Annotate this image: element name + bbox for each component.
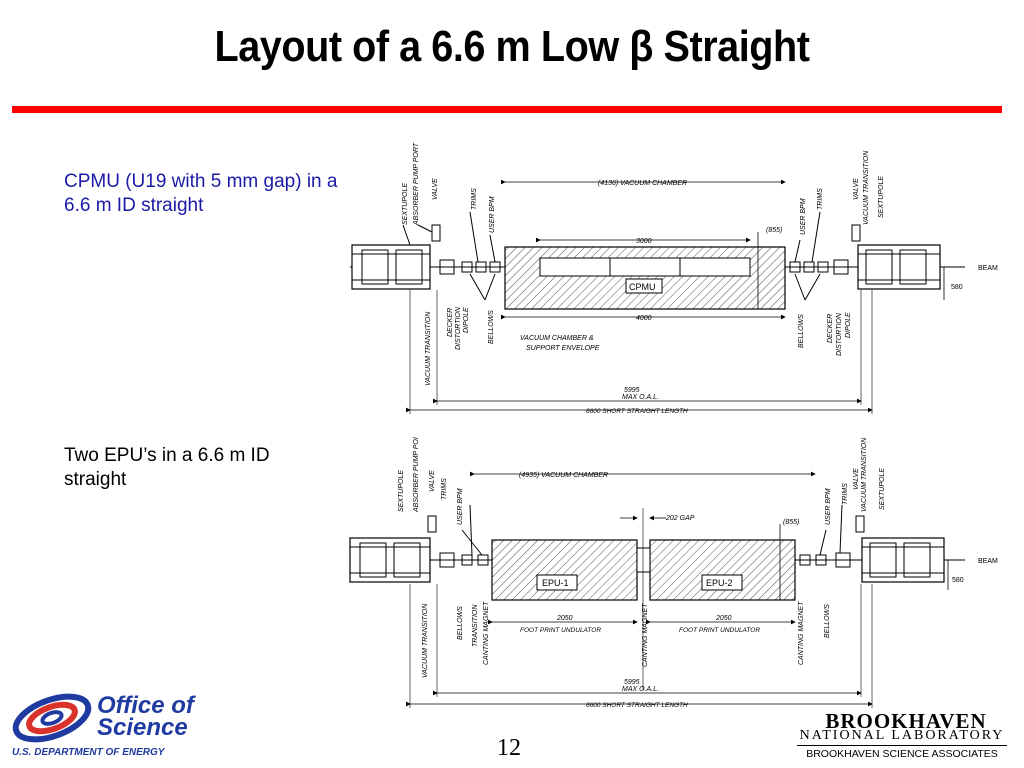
epu-gap: 202 GAP [666,515,695,522]
epu-1-label: EPU-1 [542,578,569,588]
epu-label-bpm-l: USER BPM [457,488,464,525]
epu-footprint-value-2: 2050 [716,615,732,622]
cpmu-label-valve-l: VALVE [432,178,439,200]
cpmu-label-distortion-l: DISTORTION [455,307,462,350]
epu-label-bpm-r: USER BPM [825,488,832,525]
epu-footprint-label-2: FOOT PRINT UNDULATOR [679,627,761,634]
doe-name-line-2: Science [97,714,188,741]
bnl-associates: BROOKHAVEN SCIENCE ASSOCIATES [806,748,998,760]
cpmu-dim-580: 580 [951,284,963,291]
epu-beam-label: BEAM [978,558,998,565]
epu-2-label: EPU-2 [706,578,733,588]
cpmu-label-trims-l: TRIMS [471,188,478,210]
epu-label-valve-l: VALVE [429,470,436,492]
epu-vacuum-chamber: (4935) VACUUM CHAMBER [519,472,609,479]
ring-magnet-left [352,245,430,289]
support-envelope [505,247,785,309]
epu-dim-580: 580 [952,577,964,584]
cpmu-device [540,258,750,276]
epu-label-valve-r: VALVE [853,468,860,490]
cpmu-label-bellows-l: BELLOWS [488,310,495,344]
epu-label-canting-r: CANTING MAGNET [798,601,805,665]
cpmu-envelope-2: SUPPORT ENVELOPE [526,345,600,352]
cpmu-label-sextupole-l: SEXTUPOLE [402,182,409,225]
doe-name-line-1: Office of [97,692,194,719]
cpmu-max-oal-label: MAX O.A.L. [622,394,659,401]
doe-office-name [97,692,194,741]
cpmu-dim-855: (855) [766,227,783,234]
cpmu-label-vactrans-r: VACUUM TRANSITION [863,150,870,225]
drawing-cpmu [350,182,965,414]
cpmu-label-dipole-l: DIPOLE [463,307,470,333]
cpmu-label-decker-l: DECKER [447,307,454,337]
epu-label-canting-l: CANTING MAGNET [483,601,490,665]
cpmu-label-absorber-l: ABSORBER PUMP PORT [413,142,420,225]
cpmu-label-sextupole-r: SEXTUPOLE [878,175,885,218]
drawing-epu [350,474,965,708]
epu-label-trims-l: TRIMS [441,478,448,500]
cpmu-label-vactrans-l: VACUUM TRANSITION [425,311,432,386]
epu-max-oal-value: 5995 [624,679,640,686]
epu-footprint-label-1: FOOT PRINT UNDULATOR [520,627,602,634]
valve-right [852,225,860,241]
epu-max-oal-label: MAX O.A.L. [622,686,659,693]
cpmu-max-oal-value: 5995 [624,387,640,394]
cpmu-beam-label: BEAM [978,265,998,272]
cpmu-envelope-1: VACUUM CHAMBER & [520,335,594,342]
bnl-divider [797,745,1007,746]
epu-label-absorber-l: ABSORBER PUMP POI [413,437,420,512]
epu-1-envelope [492,540,637,600]
cpmu-label-bellows-r: BELLOWS [798,314,805,348]
epu-label-trims-r: TRIMS [842,483,849,505]
cpmu-label-bpm-l: USER BPM [489,196,496,233]
epu-label-bellows-l: BELLOWS [457,606,464,640]
cpmu-dim-4000: 4000 [636,315,652,322]
epu-label-canting-mid: CANTING MAGNET [642,603,649,667]
epu-label-transition-l: TRANSITION [472,604,479,647]
epu-label-sextupole-r: SEXTUPOLE [879,467,886,510]
bnl-national-laboratory: NATIONAL LABORATORY [799,728,1005,743]
cpmu-vacuum-chamber: (4136) VACUUM CHAMBER [598,180,688,187]
cpmu-label-distortion-r: DISTORTION [836,313,843,356]
cpmu-label-valve-r: VALVE [853,178,860,200]
cpmu-straight-length: 6600 SHORT STRAIGHT LENGTH [586,408,688,415]
caption-epu: Two EPU’s in a 6.6 m ID straight [64,445,270,490]
bnl-wordmark: BROOKHAVEN [825,709,987,729]
cpmu-label-trims-r: TRIMS [817,188,824,210]
page-number: 12 [497,735,521,761]
doe-department: U.S. DEPARTMENT OF ENERGY [12,747,165,758]
valve-left [432,225,440,241]
epu-dim-855: (855) [783,519,800,526]
cpmu-label-decker-r: DECKER [827,313,834,343]
epu-label-bellows-r: BELLOWS [824,604,831,638]
epu-label-vactrans-r: VACUUM TRANSITION [861,437,868,512]
cpmu-device-label: CPMU [629,282,656,292]
ring-magnet-left-2 [350,538,430,582]
epu-label-vactrans-l: VACUUM TRANSITION [422,603,429,678]
caption-cpmu: CPMU (U19 with 5 mm gap) in a 6.6 m ID straight [64,171,338,216]
epu-footprint-value-1: 2050 [557,615,573,622]
epu-label-sextupole-l: SEXTUPOLE [398,469,405,512]
slide-title: Layout of a 6.6 m Low β Straight [214,22,810,71]
cpmu-label-dipole-r: DIPOLE [845,312,852,338]
ring-magnet-right [858,245,940,289]
cpmu-label-bpm-r: USER BPM [800,198,807,235]
epu-straight-length: 6600 SHORT STRAIGHT LENGTH [586,702,688,709]
cpmu-dim-3000: 3000 [636,238,652,245]
ring-magnet-right-2 [862,538,944,582]
epu-2-envelope [650,540,795,600]
doe-swirl-logo [10,690,94,746]
